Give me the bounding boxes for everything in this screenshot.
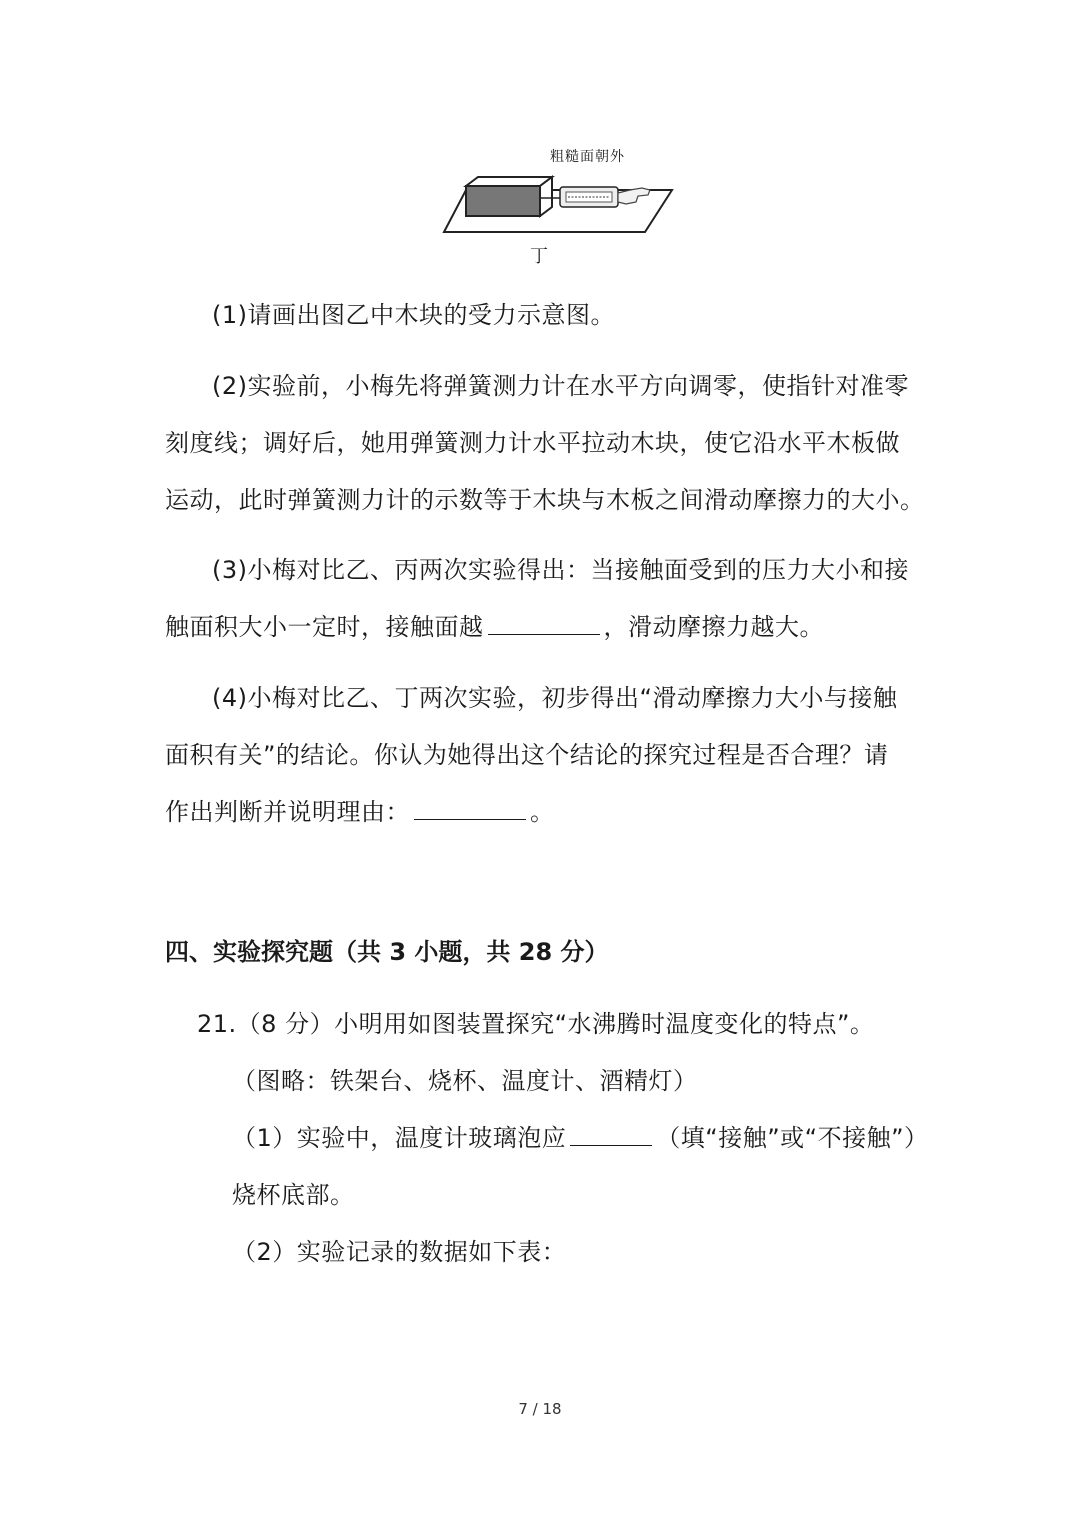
question-part-3-line-2 xyxy=(165,611,824,643)
question-21-sub-1-text-b: （填“接触”或“不接触”） xyxy=(656,1124,929,1152)
answer-blank-reason[interactable] xyxy=(414,797,526,820)
question-part-3-text-a: 触面积大小一定时，接触面越 xyxy=(165,613,484,641)
page-number: 7 / 18 xyxy=(518,1400,562,1418)
question-part-4-line-2: 面积有关”的结论。你认为她得出这个结论的探究过程是否合理？请 xyxy=(165,741,889,769)
question-part-4-text-a: 作出判断并说明理由： xyxy=(165,798,410,826)
question-part-4-text-b: 。 xyxy=(530,798,555,826)
question-21-title: 21.（8 分）小明用如图装置探究“水沸腾时温度变化的特点”。 xyxy=(197,1010,875,1038)
section-heading: 四、实验探究题（共 3 小题，共 28 分） xyxy=(165,938,609,966)
question-part-2-line-3: 运动，此时弹簧测力计的示数等于木块与木板之间滑动摩擦力的大小。 xyxy=(165,486,925,514)
question-part-1: (1)请画出图乙中木块的受力示意图。 xyxy=(212,301,615,329)
question-part-4-line-1: (4)小梅对比乙、丁两次实验，初步得出“滑动摩擦力大小与接触 xyxy=(212,684,898,712)
question-part-3-text-b: ，滑动摩擦力越大。 xyxy=(603,613,824,641)
question-21-sub-1 xyxy=(232,1122,929,1154)
question-21-sub-1-cont: 烧杯底部。 xyxy=(232,1181,355,1209)
question-part-2-line-2: 刻度线；调好后，她用弹簧测力计水平拉动木块，使它沿水平木板做 xyxy=(165,429,900,457)
figure-caption-top: 粗糙面朝外 xyxy=(550,149,625,165)
answer-blank-surface[interactable] xyxy=(488,612,600,635)
question-part-4-line-3 xyxy=(165,796,555,828)
question-21-sub-2: （2）实验记录的数据如下表： xyxy=(232,1238,567,1266)
question-part-2-line-1: (2)实验前，小梅先将弹簧测力计在水平方向调零，使指针对准零 xyxy=(212,372,909,400)
figure-label: 丁 xyxy=(530,246,548,267)
question-part-3-line-1: (3)小梅对比乙、丙两次实验得出：当接触面受到的压力大小和接 xyxy=(212,556,909,584)
figure-ding xyxy=(430,140,690,270)
question-21-figure-note: （图略：铁架台、烧杯、温度计、酒精灯） xyxy=(232,1067,698,1095)
wooden-block-front xyxy=(466,186,540,216)
answer-blank-thermometer[interactable] xyxy=(570,1123,652,1146)
question-21-sub-1-text-a: （1）实验中，温度计玻璃泡应 xyxy=(232,1124,567,1152)
wooden-block-top xyxy=(466,177,552,186)
